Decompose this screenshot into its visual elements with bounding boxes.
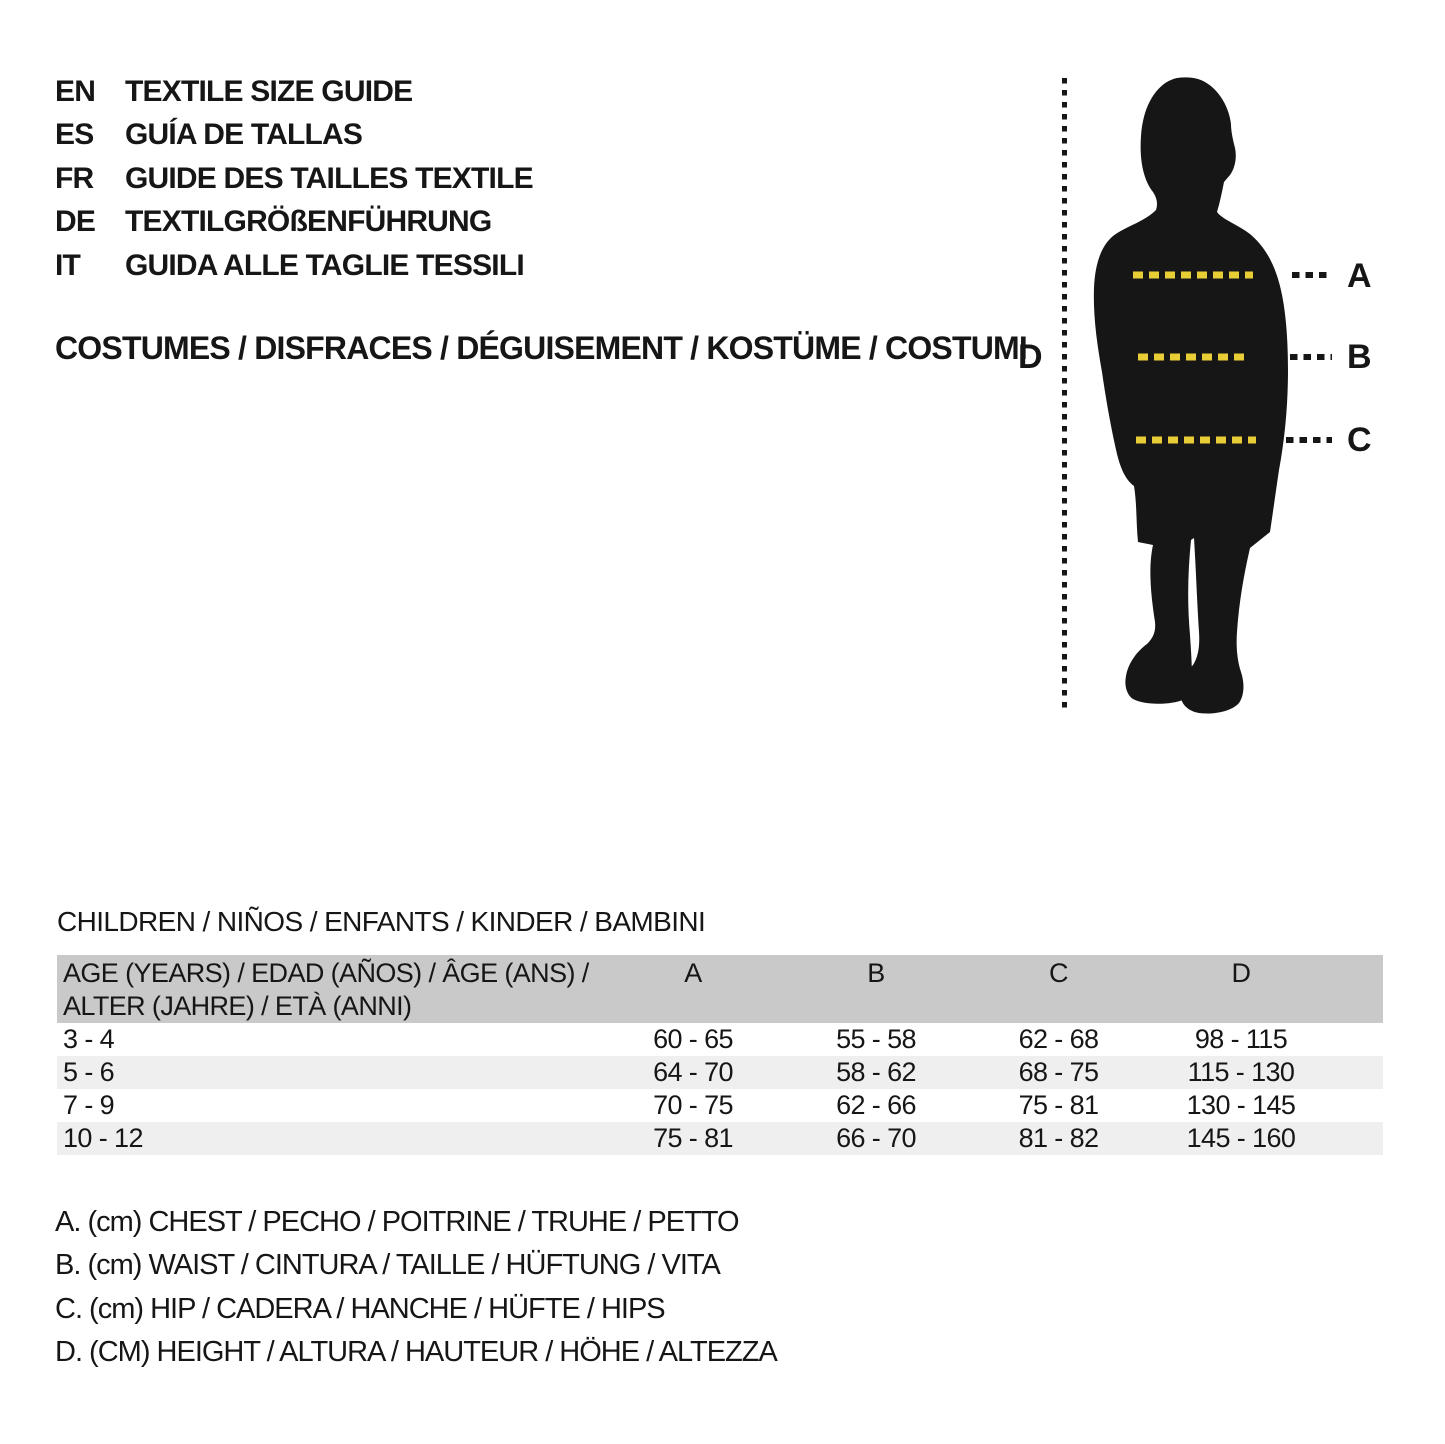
hip-cell: 81 - 82 (1018, 1123, 1099, 1153)
waist-cell: 66 - 70 (836, 1123, 916, 1153)
height-measure-label: D (1018, 338, 1043, 376)
height-cell: 98 - 115 (1194, 1024, 1288, 1054)
guide-title: GUÍA DE TALLAS (125, 118, 363, 152)
legend-waist: B. (cm) WAIST / CINTURA / TAILLE / HÜFTUNG / VITA (55, 1249, 720, 1282)
measurement-figure (1000, 60, 1445, 735)
age-cell: 10 - 12 (63, 1123, 143, 1153)
age-header-line2: ALTER (JAHRE) / ETÀ (ANNI) (63, 991, 412, 1021)
category-heading: COSTUMES / DISFRACES / DÉGUISEMENT / KOSTÜME / COSTUMI (55, 330, 1027, 366)
hip-cell: 62 - 68 (1018, 1024, 1099, 1054)
table-row (57, 1089, 1383, 1122)
language-row (55, 157, 533, 201)
waist-cell: 58 - 62 (836, 1057, 916, 1087)
hip-cell: 75 - 81 (1018, 1090, 1099, 1120)
size-table (57, 955, 1383, 1155)
legend-hip: C. (cm) HIP / CADERA / HANCHE / HÜFTE / HIPS (55, 1292, 665, 1325)
guide-title: GUIDE DES TAILLES TEXTILE (125, 161, 533, 195)
language-code: IT (55, 248, 81, 282)
legend-height: D. (CM) HEIGHT / ALTURA / HAUTEUR / HÖHE / ALTEZZA (55, 1336, 777, 1369)
waist-measure-label: B (1347, 338, 1372, 376)
language-code: FR (55, 161, 94, 195)
waist-cell: 55 - 58 (836, 1024, 916, 1054)
height-cell: 145 - 160 (1186, 1123, 1296, 1153)
chest-cell: 64 - 70 (653, 1057, 733, 1087)
age-column-header (57, 957, 602, 1023)
table-header-row (57, 955, 1383, 1023)
language-title-block (55, 70, 533, 288)
guide-title: GUIDA ALLE TAGLIE TESSILI (125, 248, 524, 282)
column-header-a: A (684, 958, 702, 988)
language-code: DE (55, 205, 96, 239)
table-row (57, 1056, 1383, 1089)
age-cell: 3 - 4 (63, 1024, 115, 1054)
guide-title: TEXTILE SIZE GUIDE (125, 74, 413, 108)
language-code: ES (55, 118, 94, 152)
language-code: EN (55, 74, 96, 108)
height-dotted-line (1062, 78, 1067, 713)
table-row (57, 1122, 1383, 1155)
language-row (55, 244, 533, 288)
column-header-b: B (867, 958, 885, 988)
height-cell: 115 - 130 (1187, 1057, 1295, 1087)
child-silhouette-shape (1094, 77, 1288, 713)
child-silhouette (1080, 70, 1380, 720)
waist-cell: 62 - 66 (836, 1090, 916, 1120)
age-cell: 7 - 9 (63, 1090, 115, 1120)
table-row (57, 1023, 1383, 1056)
chest-measure-label: A (1347, 257, 1372, 295)
age-header-line1: AGE (YEARS) / EDAD (AÑOS) / ÂGE (ANS) / (63, 958, 589, 988)
language-row (55, 114, 533, 158)
section-heading: CHILDREN / NIÑOS / ENFANTS / KINDER / BAMBINI (57, 906, 706, 937)
measure-legend (55, 1201, 777, 1375)
chest-cell: 60 - 65 (653, 1024, 733, 1054)
chest-cell: 75 - 81 (653, 1123, 733, 1153)
chest-cell: 70 - 75 (653, 1090, 733, 1120)
column-header-d: D (1231, 958, 1251, 988)
language-row (55, 70, 533, 114)
guide-title: TEXTILGRÖßENFÜHRUNG (125, 205, 492, 239)
hip-measure-label: C (1347, 421, 1372, 459)
language-row (55, 201, 533, 245)
legend-chest: A. (cm) CHEST / PECHO / POITRINE / TRUHE / PETTO (55, 1206, 739, 1238)
age-cell: 5 - 6 (63, 1057, 115, 1087)
column-header-c: C (1049, 958, 1068, 988)
height-cell: 130 - 145 (1186, 1090, 1296, 1120)
hip-cell: 68 - 75 (1018, 1057, 1099, 1087)
